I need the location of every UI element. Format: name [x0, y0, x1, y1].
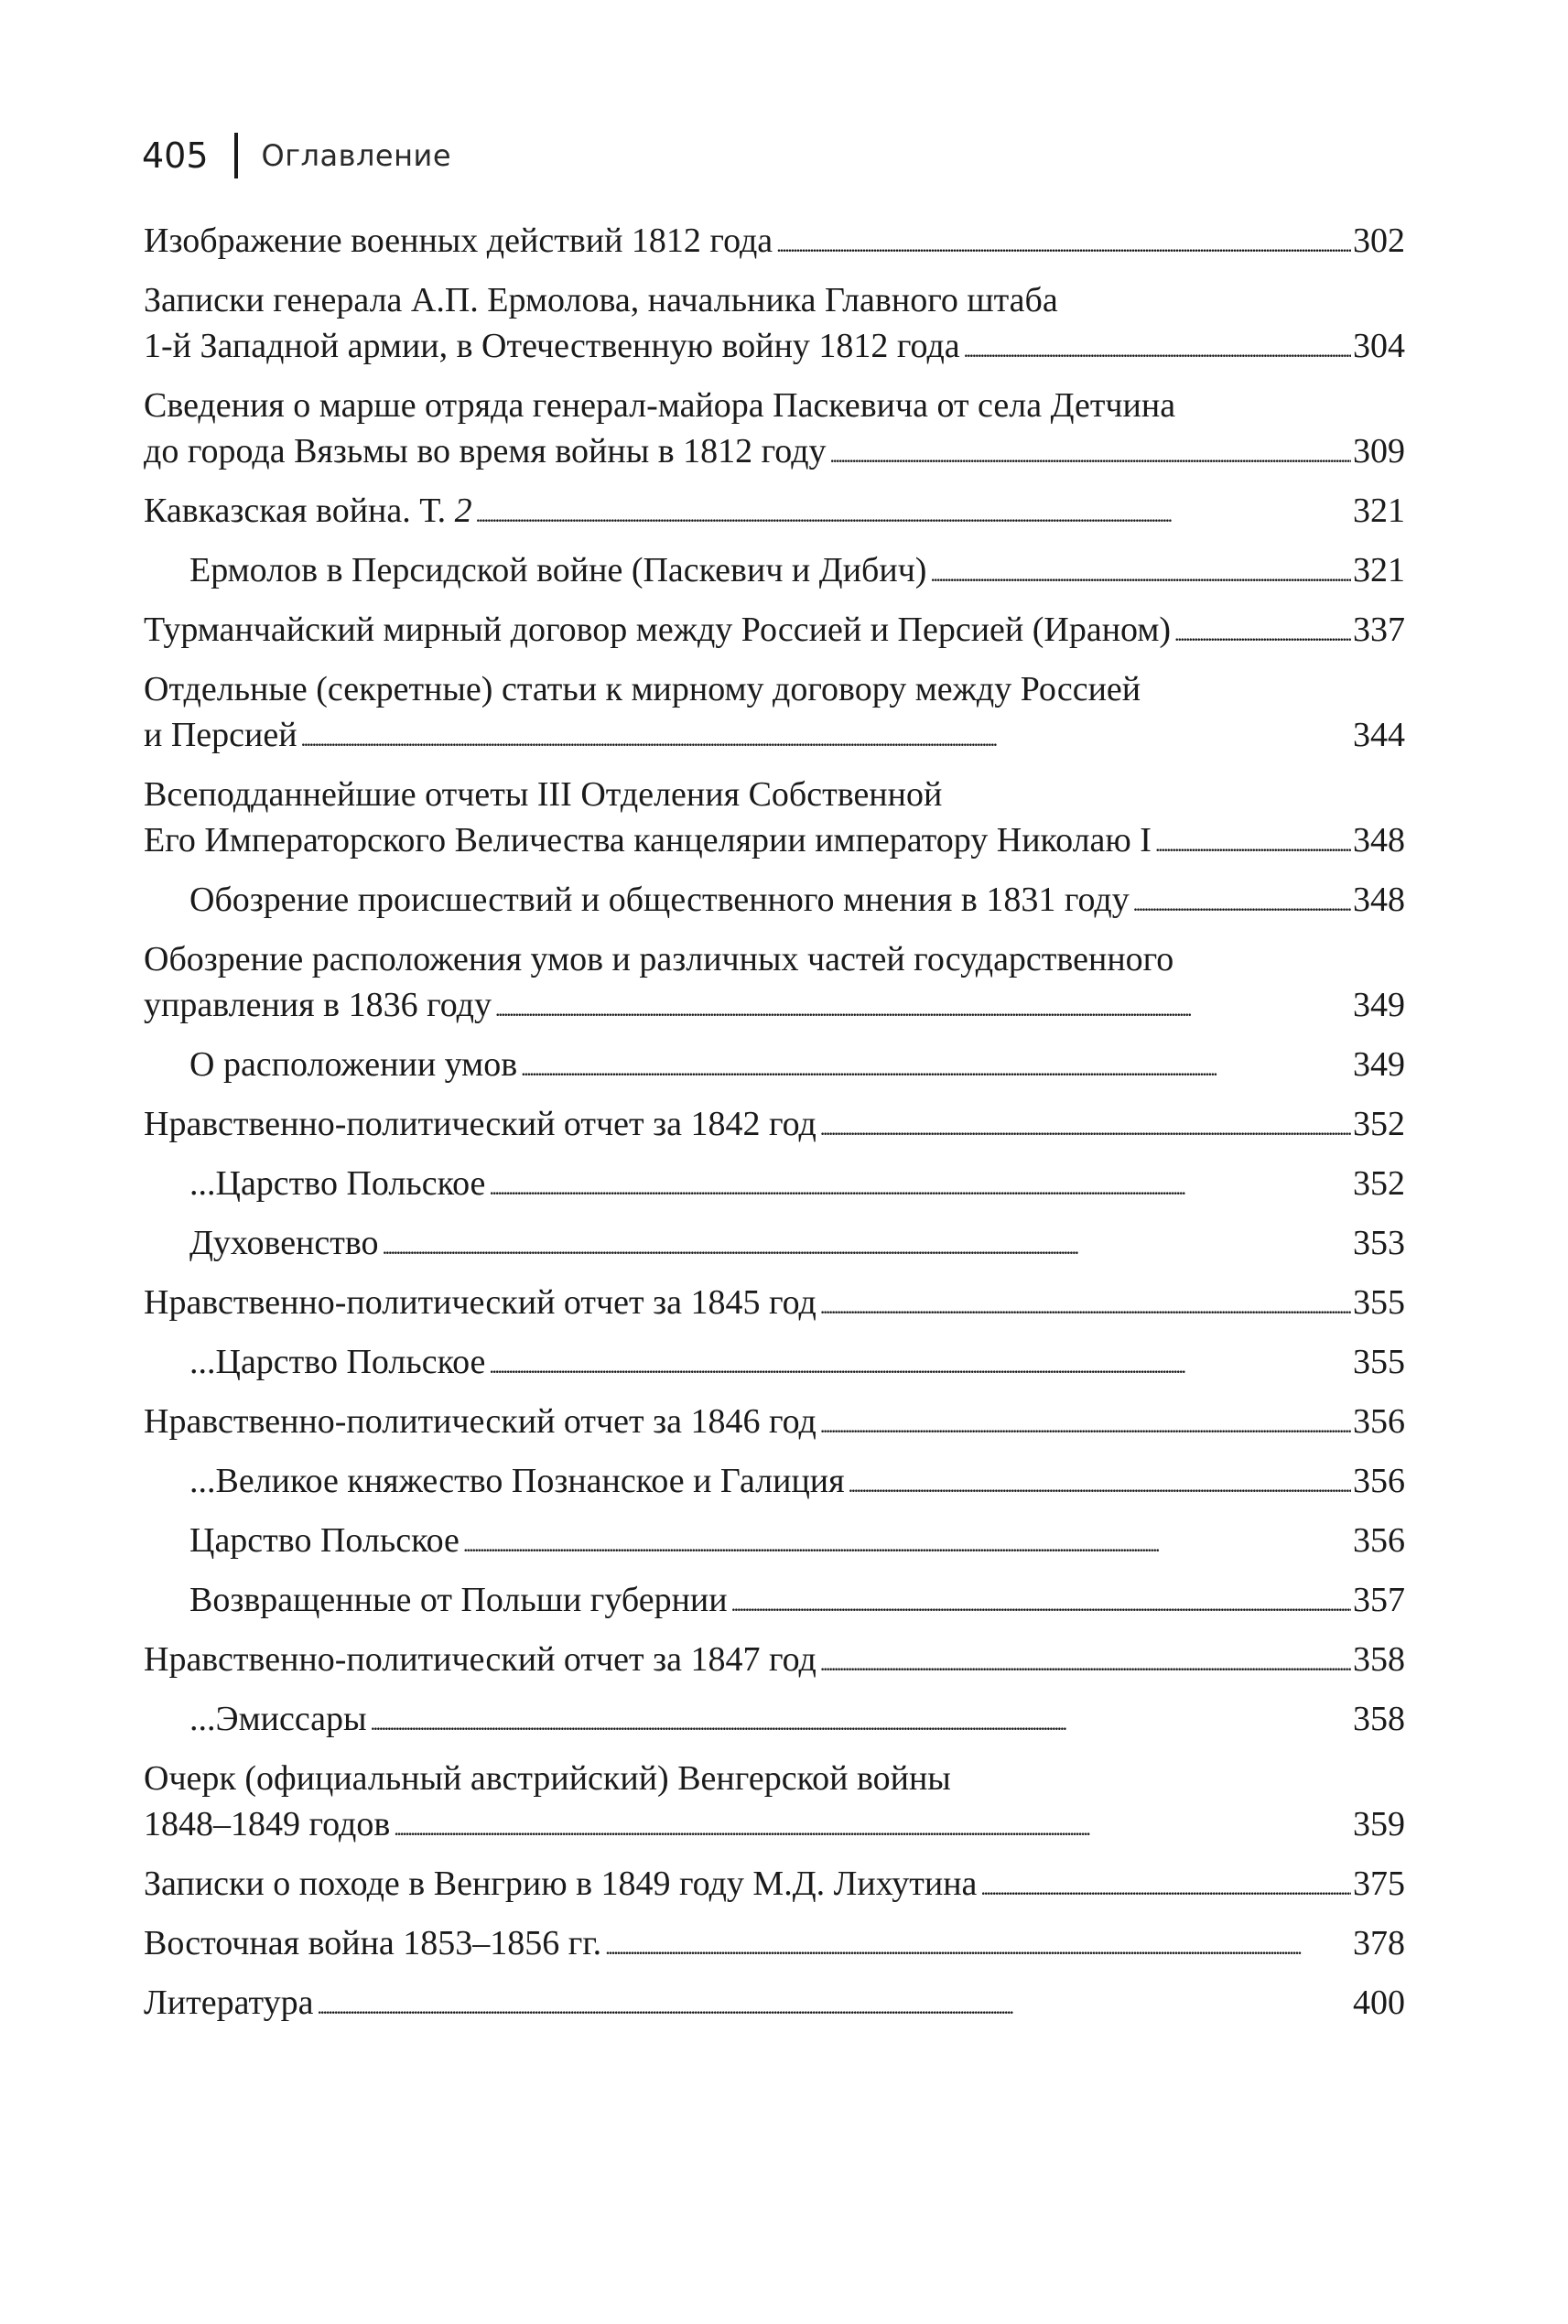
dot-leader — [371, 1696, 1351, 1746]
toc-entry — [144, 1161, 1405, 1211]
toc-entry-page-number: 344 — [1353, 716, 1405, 754]
toc-entry-leader-row — [144, 1861, 1405, 1911]
section-title: Оглавление — [261, 138, 451, 173]
toc-entry-title-line: Возвращенные от Польши губернии — [189, 1581, 728, 1619]
toc-entry — [144, 1696, 1405, 1746]
toc-entry-page-number: 355 — [1353, 1343, 1405, 1381]
toc-entry-leader-row — [189, 547, 1405, 598]
toc-entry-page-number: 358 — [1353, 1640, 1405, 1679]
toc-entry — [144, 1577, 1405, 1627]
toc-entry-page-number: 321 — [1353, 551, 1405, 589]
toc-entry-page-number: 304 — [1353, 327, 1405, 365]
dot-leader — [1155, 817, 1351, 868]
toc-entry-leader-row — [189, 1696, 1405, 1746]
toc-entry — [144, 1756, 1405, 1852]
toc-entry-page-number: 309 — [1353, 432, 1405, 470]
toc-entry-title-line: Его Императорского Величества канцелярии императору Николаю I — [144, 821, 1152, 859]
toc-entry-title-line: Нравственно-политический отчет за 1845 год — [144, 1283, 816, 1322]
dot-leader — [820, 1101, 1351, 1151]
toc-entry-title-line: ...Эмиссары — [189, 1700, 367, 1738]
running-head — [142, 128, 451, 183]
toc-entry-leader-row — [144, 1280, 1405, 1330]
dot-leader — [495, 982, 1351, 1032]
dot-leader — [849, 1458, 1351, 1508]
toc-entry-page-number: 356 — [1353, 1402, 1405, 1441]
toc-entry — [144, 1399, 1405, 1449]
toc-entry-title-line: 1848–1849 годов — [144, 1805, 391, 1843]
toc-entry-leader-row — [189, 1042, 1405, 1092]
toc-entry-leader-row — [189, 1339, 1405, 1389]
toc-entry — [144, 666, 1405, 762]
toc-entry-leader-row — [144, 488, 1405, 538]
toc-entry-leader-row — [144, 323, 1405, 373]
toc-entry-page-number: 348 — [1353, 881, 1405, 919]
toc-entry-title-line: Литература — [144, 1984, 314, 2022]
volume-number: 2 — [454, 492, 472, 530]
dot-leader — [731, 1577, 1351, 1627]
dot-leader — [930, 547, 1351, 598]
toc-entry-leader-row — [144, 1920, 1405, 1971]
toc-entry-leader-row — [144, 1399, 1405, 1449]
toc-entry-page-number: 359 — [1353, 1805, 1405, 1843]
toc-entry-page-number: 358 — [1353, 1700, 1405, 1738]
toc-entry-leader-row — [189, 1518, 1405, 1568]
toc-entry — [144, 383, 1405, 479]
toc-entry — [144, 218, 1405, 268]
toc-entry-page-number: 348 — [1353, 821, 1405, 859]
toc-entry-title-line: управления в 1836 году — [144, 986, 492, 1024]
toc-entry-title-line: Турманчайский мирный договор между Россией и Персией (Ираном) — [144, 611, 1172, 649]
toc-entry-title-line: Всеподданнейшие отчеты III Отделения Собственной — [144, 775, 943, 814]
dot-leader — [463, 1518, 1351, 1568]
toc-entry-title-line: Духовенство — [189, 1224, 379, 1262]
toc-entry — [144, 1458, 1405, 1508]
toc-entry-title-line: ...Царство Польское — [189, 1164, 486, 1203]
toc-entry-leader-row — [144, 712, 1405, 762]
toc-entry-title-line: 1-й Западной армии, в Отечественную войну 1812 года — [144, 327, 960, 365]
toc-entry-page-number: 349 — [1353, 1045, 1405, 1084]
toc-entry — [144, 1280, 1405, 1330]
toc-entry-title-line: Ермолов в Персидской войне (Паскевич и Дибич) — [189, 551, 927, 589]
toc-entry-leader-row — [144, 982, 1405, 1032]
dot-leader — [980, 1861, 1351, 1911]
dot-leader — [776, 218, 1351, 268]
toc-entry-page-number: 337 — [1353, 611, 1405, 649]
toc-entry-page-number: 375 — [1353, 1865, 1405, 1903]
toc-entry-leader-row — [189, 1161, 1405, 1211]
toc-entry-page-number: 356 — [1353, 1521, 1405, 1560]
toc-entry-title-line: О расположении умов — [189, 1045, 518, 1084]
toc-entry-title-line: Восточная война 1853–1856 гг. — [144, 1924, 602, 1962]
toc-entry-page-number: 378 — [1353, 1924, 1405, 1962]
toc-entry-title-line: ...Великое княжество Познанское и Галиция — [189, 1462, 845, 1500]
toc-entry — [144, 1920, 1405, 1971]
toc-entry — [144, 547, 1405, 598]
toc-entry — [144, 1101, 1405, 1151]
toc-entry-title-line: Обозрение расположения умов и различных частей государственного — [144, 940, 1174, 978]
dot-leader — [301, 712, 1351, 762]
toc-entry-leader-row — [144, 607, 1405, 657]
dot-leader — [964, 323, 1351, 373]
toc-entry-title-line: Царство Польское — [189, 1521, 460, 1560]
dot-leader — [820, 1399, 1351, 1449]
toc-entry-leader-row — [144, 817, 1405, 868]
dot-leader — [521, 1042, 1351, 1092]
toc-entry-leader-row — [144, 1980, 1405, 2030]
toc-entry — [144, 1518, 1405, 1568]
toc-entry-page-number: 352 — [1353, 1105, 1405, 1143]
dot-leader — [1174, 607, 1351, 657]
toc-entry-title-line: Нравственно-политический отчет за 1842 год — [144, 1105, 816, 1143]
dot-leader — [820, 1637, 1351, 1687]
toc-entry-leader-row — [189, 1220, 1405, 1270]
toc-entry-title-line: Нравственно-политический отчет за 1847 год — [144, 1640, 816, 1679]
dot-leader — [820, 1280, 1351, 1330]
toc-entry-page-number: 400 — [1353, 1984, 1405, 2022]
toc-entry — [144, 1042, 1405, 1092]
dot-leader — [476, 488, 1351, 538]
toc-entry — [144, 277, 1405, 373]
toc-entry-page-number: 349 — [1353, 986, 1405, 1024]
dot-leader — [383, 1220, 1351, 1270]
toc-entry-title-line: Записки о походе в Венгрию в 1849 году М.Д. Лихутина — [144, 1865, 978, 1903]
header-divider — [234, 133, 238, 178]
toc-entry — [144, 1980, 1405, 2030]
toc-entry-leader-row — [144, 1637, 1405, 1687]
dot-leader — [489, 1339, 1351, 1389]
toc-entry — [144, 1339, 1405, 1389]
table-of-contents — [144, 218, 1405, 2039]
toc-entry — [144, 607, 1405, 657]
toc-entry-title-line: Отдельные (секретные) статьи к мирному договору между Россией — [144, 670, 1141, 708]
toc-entry-title-line: Очерк (официальный австрийский) Венгерской войны — [144, 1759, 951, 1798]
dot-leader — [1133, 877, 1351, 927]
toc-entry — [144, 1220, 1405, 1270]
toc-entry-page-number: 321 — [1353, 492, 1405, 530]
dot-leader — [605, 1920, 1351, 1971]
toc-entry-title-line: и Персией — [144, 716, 297, 754]
toc-entry-leader-row — [144, 218, 1405, 268]
dot-leader — [394, 1801, 1351, 1852]
toc-entry-leader-row — [144, 428, 1405, 479]
dot-leader — [317, 1980, 1351, 2030]
dot-leader — [830, 428, 1351, 479]
toc-entry-leader-row — [189, 877, 1405, 927]
toc-entry-leader-row — [189, 1458, 1405, 1508]
toc-entry — [144, 877, 1405, 927]
toc-entry — [144, 1637, 1405, 1687]
toc-entry-page-number: 357 — [1353, 1581, 1405, 1619]
toc-entry-title-line: ...Царство Польское — [189, 1343, 486, 1381]
toc-entry — [144, 1861, 1405, 1911]
toc-entry-title-line: Кавказская война. Т. 2 — [144, 492, 472, 530]
dot-leader — [489, 1161, 1351, 1211]
toc-entry — [144, 488, 1405, 538]
toc-entry — [144, 936, 1405, 1032]
toc-entry — [144, 772, 1405, 868]
toc-entry-page-number: 356 — [1353, 1462, 1405, 1500]
page-number: 405 — [142, 135, 209, 176]
toc-entry-page-number: 302 — [1353, 222, 1405, 260]
toc-entry-page-number: 353 — [1353, 1224, 1405, 1262]
toc-entry-title-line: Нравственно-политический отчет за 1846 год — [144, 1402, 816, 1441]
toc-entry-leader-row — [189, 1577, 1405, 1627]
toc-entry-title-line: Изображение военных действий 1812 года — [144, 222, 773, 260]
toc-entry-page-number: 355 — [1353, 1283, 1405, 1322]
toc-entry-page-number: 352 — [1353, 1164, 1405, 1203]
toc-entry-leader-row — [144, 1801, 1405, 1852]
toc-entry-title-line: Обозрение происшествий и общественного мнения в 1831 году — [189, 881, 1130, 919]
toc-entry-title-line: до города Вязьмы во время войны в 1812 году — [144, 432, 827, 470]
toc-entry-title-line: Записки генерала А.П. Ермолова, начальника Главного штаба — [144, 281, 1058, 319]
toc-entry-title-line: Сведения о марше отряда генерал-майора Паскевича от села Детчина — [144, 386, 1176, 425]
toc-entry-leader-row — [144, 1101, 1405, 1151]
